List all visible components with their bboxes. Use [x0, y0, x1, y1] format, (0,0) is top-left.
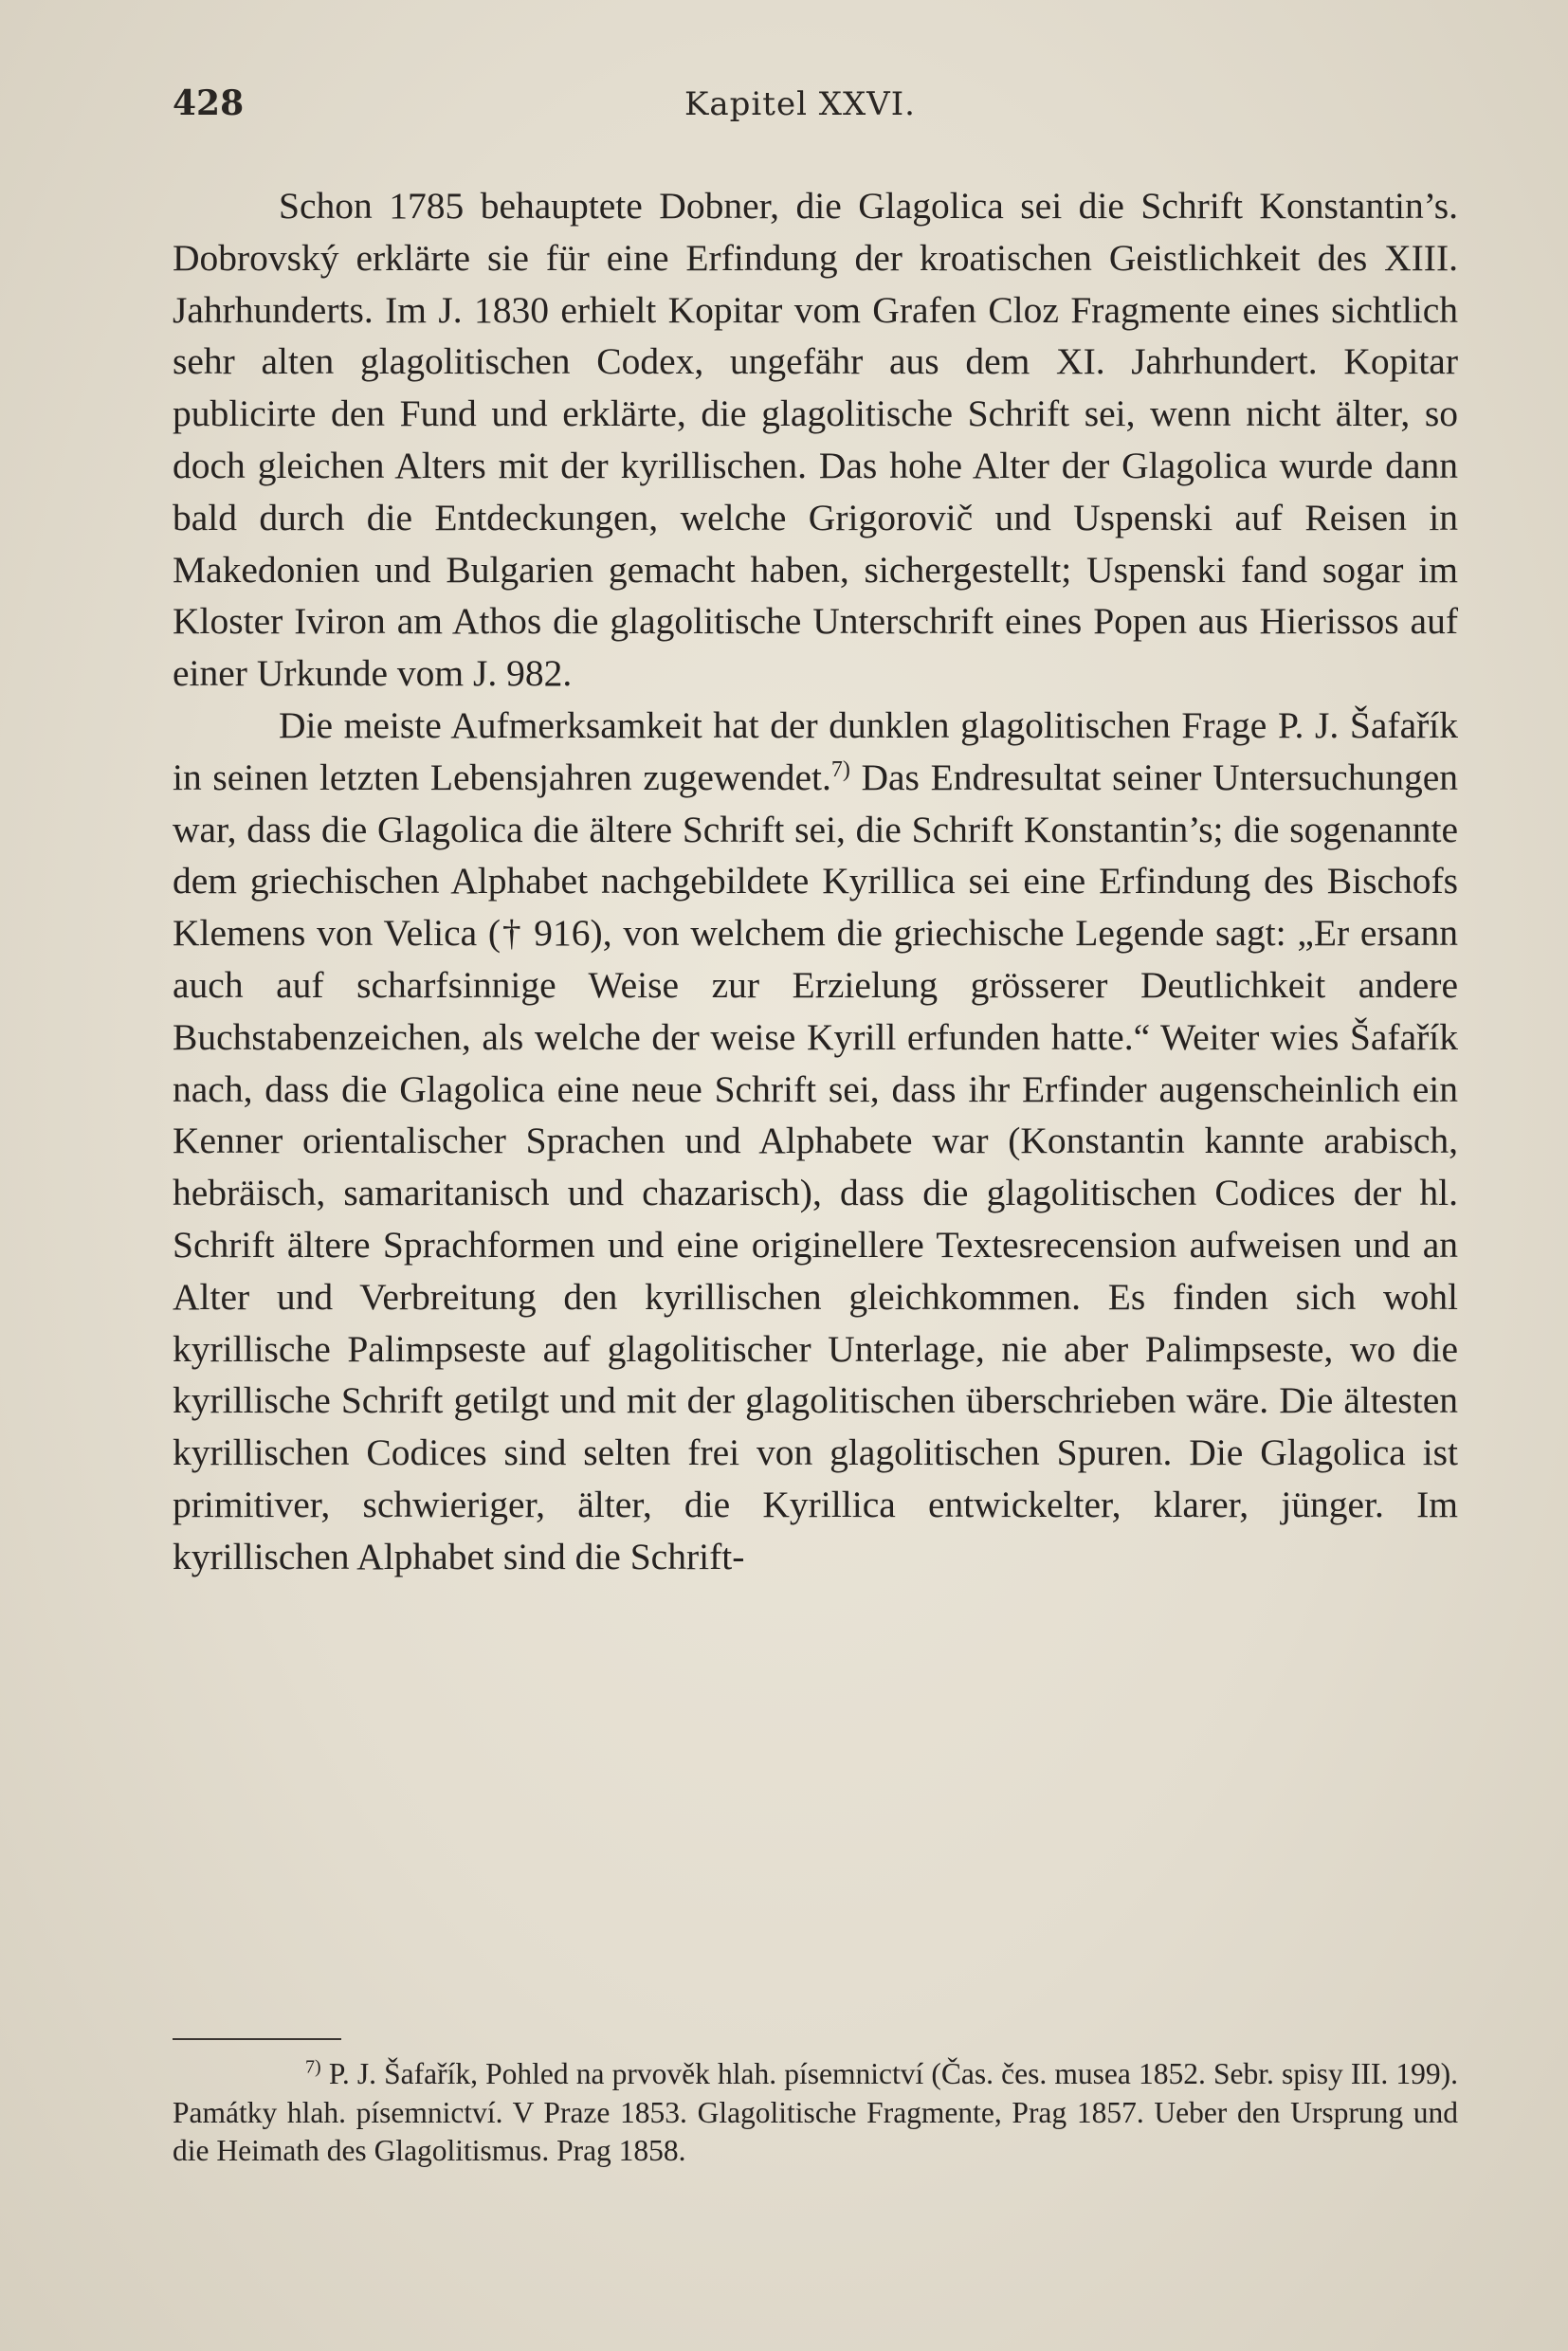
paragraph-2-text: Die meiste Aufmerksamkeit hat der dunklen glagolitischen Frage P. J. Šafařík in seinen letzten Lebensjahren zugewendet.: [173, 703, 1458, 798]
footnote-reference[interactable]: 7): [830, 756, 850, 782]
paragraph-1-text: Schon 1785 behauptete Dobner, die Glagolica sei die Schrift Konstantin’s. Dobrovský erklärte sie für eine Erfindung der kroatischen Geistlichkeit des XIII. Jahrhunderts. Im J. 1830 erhielt Kopitar vom Grafen Cloz Fragmente eines sichtlich sehr alten glagolitischen Codex, ungefähr aus dem XI. Jahrhundert. Kopitar publicirte den Fund und erklärte, die glagolitische Schrift sei, wenn nicht älter, so doch gleichen Alters mit der kyrillischen. Das hohe Alter der Glagolica wurde dann bald durch die Entdeckungen, welche Grigorovič und Uspenski auf Reisen in Makedonien und Bulgarien gemacht haben, sichergestellt; Uspenski fand sogar im Kloster Iviron am Athos die glagolitische Unterschrift eines Popen aus Hierissos auf einer Urkunde vom J. 982.: [173, 185, 1458, 695]
paragraph-1: [173, 180, 1458, 700]
footnote-text: P. J. Šafařík, Pohled na prvověk hlah. písemnictví (Čas. čes. musea 1852. Sebr. spisy III. 199). Památky hlah. písemnictví. V Praze 1853. Glagolitische Fragmente, Prag 1857. Ueber den Ursprung und die Heimath des Glagolitismus. Prag 1858.: [173, 2057, 1458, 2167]
footnote-marker: 7): [305, 2056, 321, 2078]
page-header: [173, 83, 1452, 131]
page-number: 428: [173, 83, 245, 123]
paragraph-2-continuation: Das Endresultat seiner Untersuchungen war, dass die Glagolica die ältere Schrift sei, die Schrift Konstantin’s; die sogenannte dem griechischen Alphabet nachgebildete Kyrillica sei eine Erfindung des Bischofs Klemens von Velica († 916), von welchem die griechische Legende sagt: „Er ersann auch auf scharfsinnige Weise zur Erzielung grösserer Deutlichkeit andere Buchstabenzeichen, als welche der weise Kyrill erfunden hatte.“ Weiter wies Šafařík nach, dass die Glagolica eine neue Schrift sei, dass ihr Erfinder augenscheinlich ein Kenner orientalischer Sprachen und Alphabete war (Konstantin kannte arabisch, hebräisch, samaritanisch und chazarisch), dass die glagolitischen Codices der hl. Schrift ältere Sprachformen und eine originellere Textesrecension aufweisen und an Alter und Verbreitung den kyrillischen gleichkommen. Es finden sich wohl kyrillische Palimpseste auf glagolitischer Unterlage, nie aber Palimpseste, wo die kyrillische Schrift getilgt und mit der glagolitischen überschrieben wäre. Die ältesten kyrillischen Codices sind selten frei von glagolitischen Spuren. Die Glagolica ist primitiver, schwieriger, älter, die Kyrillica entwickelter, klarer, jünger. Im kyrillischen Alphabet sind die Schrift-: [173, 756, 1458, 1577]
footnote: [173, 2055, 1458, 2171]
paragraph-2: [173, 700, 1458, 1583]
footnote-divider: [173, 2038, 341, 2040]
running-head: Kapitel XXVI.: [684, 85, 916, 123]
body-text: [173, 180, 1458, 1583]
